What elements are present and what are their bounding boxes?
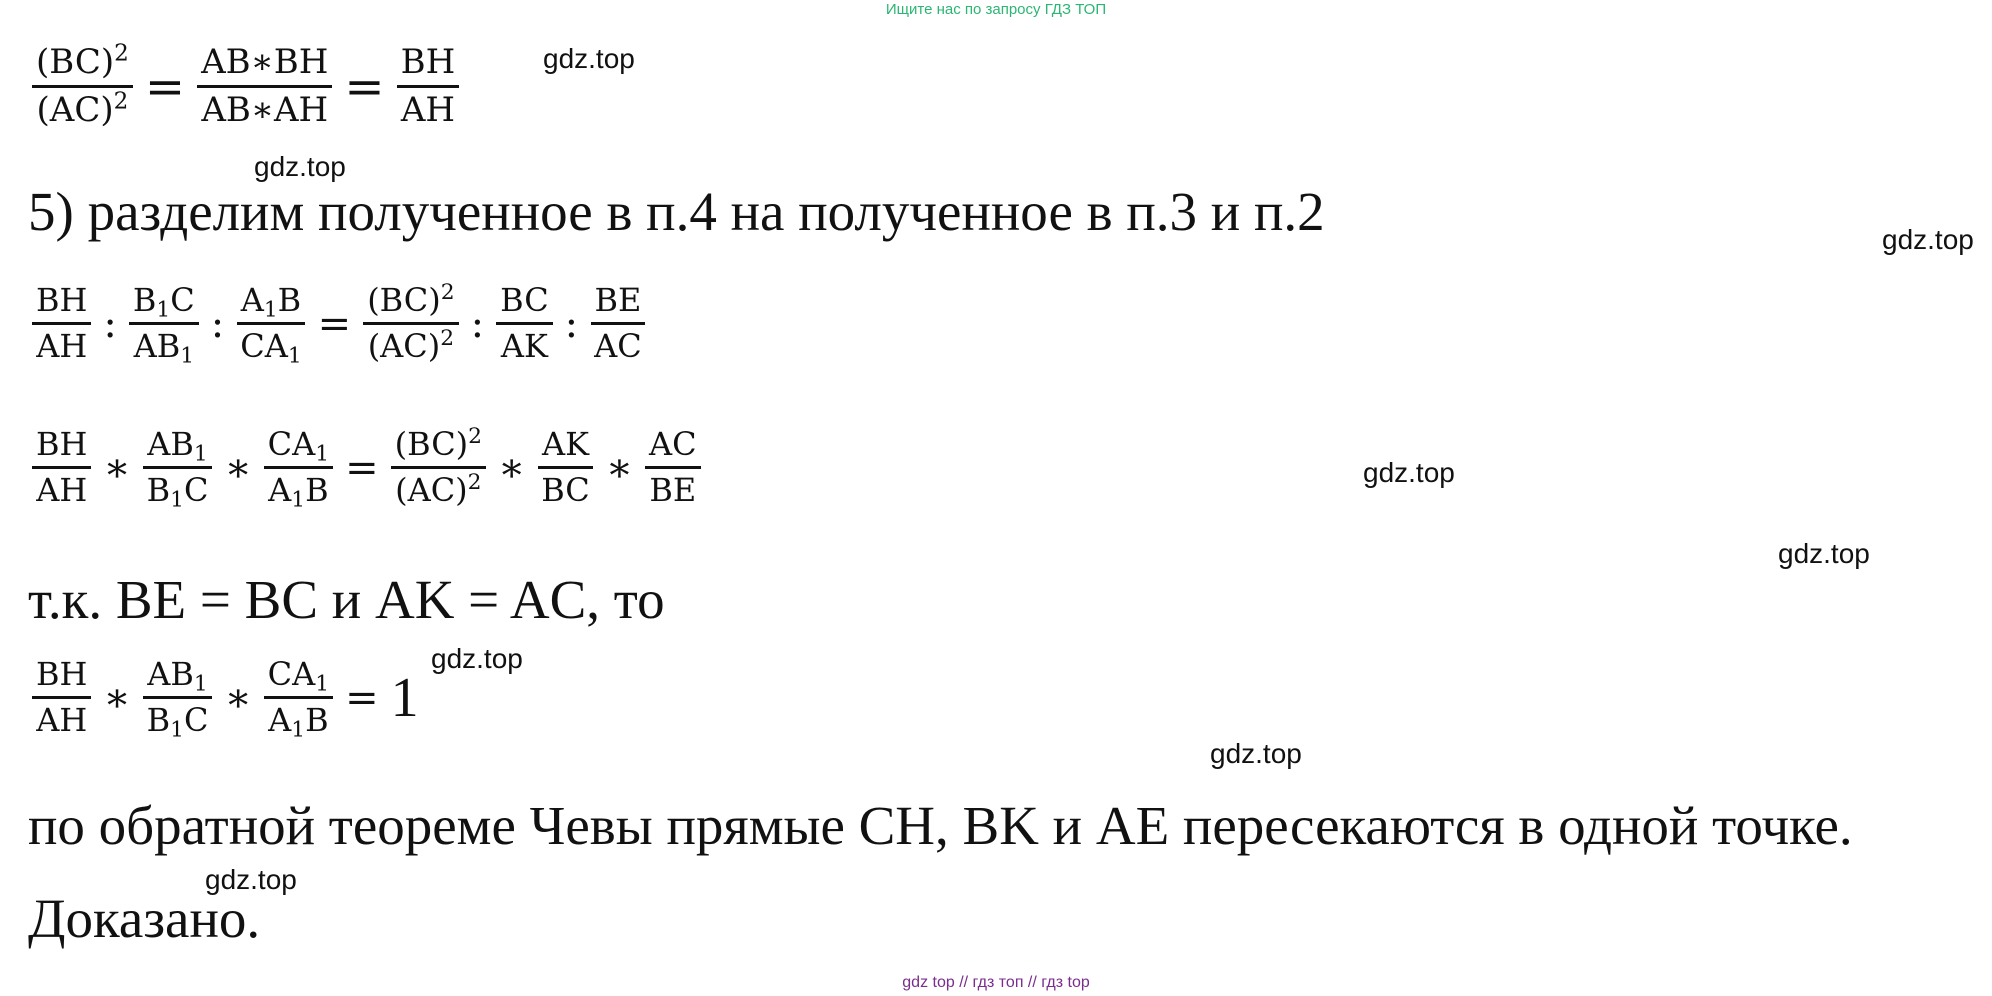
eq2-f2-den: AB xyxy=(133,327,181,366)
eq1-f2-den: AB∗AH xyxy=(201,90,329,131)
fraction xyxy=(363,280,458,366)
multiply-sign: ∗ xyxy=(103,674,131,721)
eq3-f1-num: BH xyxy=(32,427,91,469)
eq2-f3-num-tail: B xyxy=(277,281,302,319)
equals-sign: = xyxy=(345,444,379,491)
eq3-f6-num: AC xyxy=(645,427,701,469)
equation-3 xyxy=(28,424,705,513)
ratio-sign: : xyxy=(103,300,117,347)
fraction xyxy=(236,281,305,369)
multiply-sign: ∗ xyxy=(498,444,526,491)
fraction xyxy=(264,425,333,513)
proved-text: Доказано. xyxy=(28,888,261,949)
eq2-f4-num: (BC) xyxy=(367,281,441,319)
watermark: gdz.top xyxy=(1210,738,1302,769)
equation-1 xyxy=(28,40,463,131)
eq3-f2-num: AB xyxy=(147,425,194,463)
eq2-f1-den: AH xyxy=(36,327,88,366)
subscript: 1 xyxy=(315,441,330,467)
eq4-f3-den: A xyxy=(268,701,292,740)
fraction xyxy=(537,427,594,508)
watermark: gdz.top xyxy=(1882,224,1974,255)
ratio-sign: : xyxy=(210,300,225,347)
eq2-f2-num-tail: C xyxy=(170,281,195,319)
fraction xyxy=(264,655,333,743)
multiply-sign: ∗ xyxy=(224,444,252,491)
eq1-f1-num-exp: 2 xyxy=(114,40,129,67)
fraction-bh-over-ah xyxy=(397,44,460,130)
fraction xyxy=(129,281,199,369)
watermark: gdz.top xyxy=(1778,538,1870,569)
eq3-f1-den: AH xyxy=(36,471,88,510)
eq1-f3-den: AH xyxy=(400,90,456,131)
fraction xyxy=(590,283,646,364)
eq2-f5-den: AK xyxy=(500,327,548,366)
watermark: gdz.top xyxy=(431,643,523,674)
ratio-sign: : xyxy=(470,300,485,347)
eq4-f2-den-tail: C xyxy=(183,701,209,740)
eq2-f5-num: BC xyxy=(496,283,553,325)
eq3-f3-num: CA xyxy=(267,425,316,463)
eq3-f2-den: B xyxy=(146,471,171,510)
watermark: gdz.top xyxy=(254,151,346,182)
subscript: 1 xyxy=(287,343,302,369)
watermark: gdz.top xyxy=(543,43,635,74)
eq3-f4-den: (AC) xyxy=(395,471,468,510)
equation-4 xyxy=(28,655,419,743)
eq1-f3-num: BH xyxy=(397,44,460,88)
eq3-f5-den: BC xyxy=(541,471,590,510)
eq2-f2-num: B xyxy=(132,281,157,319)
search-hint-link[interactable]: Ищите нас по запросу ГДЗ ТОП xyxy=(885,1,1107,18)
eq4-f3-num: CA xyxy=(267,655,316,693)
eq2-f6-num: BE xyxy=(591,283,646,325)
ratio-sign: : xyxy=(564,300,579,347)
multiply-sign: ∗ xyxy=(605,444,633,491)
eq2-f1-num: BH xyxy=(32,283,91,325)
fraction xyxy=(143,425,213,513)
eq1-f2-num: AB∗BH xyxy=(197,44,332,88)
fraction xyxy=(32,427,91,508)
subscript: 1 xyxy=(315,671,330,697)
eq2-f3-num: A xyxy=(240,281,264,319)
exponent: 2 xyxy=(467,470,482,496)
subscript: 1 xyxy=(170,717,184,743)
subscript: 1 xyxy=(193,671,208,697)
eq1-f1-den: (AC) xyxy=(36,90,114,131)
result-one: 1 xyxy=(390,666,419,729)
subscript: 1 xyxy=(193,441,208,467)
eq3-f4-num: (BC) xyxy=(394,425,469,463)
subscript: 1 xyxy=(156,297,171,323)
equals-sign: = xyxy=(344,58,385,115)
eq4-f2-num: AB xyxy=(147,655,194,693)
fraction xyxy=(496,283,553,364)
eq3-f5-num: AK xyxy=(538,427,593,469)
fraction xyxy=(645,427,701,508)
step-5-text: 5) разделим полученное в п.4 на полученное в п.3 и п.2 xyxy=(28,181,1325,242)
equals-sign: = xyxy=(317,300,352,347)
exponent: 2 xyxy=(440,280,455,306)
subscript: 1 xyxy=(291,717,306,743)
eq1-f1-num: (BC) xyxy=(36,42,115,82)
eq2-f6-den: AC xyxy=(594,327,642,366)
fraction xyxy=(143,655,213,743)
eq4-f1-den: AH xyxy=(36,701,88,740)
multiply-sign: ∗ xyxy=(103,444,131,491)
eq2-f3-den: CA xyxy=(240,327,288,366)
watermark: gdz.top xyxy=(1363,457,1455,488)
equals-sign: = xyxy=(345,674,379,721)
equals-sign: = xyxy=(144,58,186,115)
since-text: т.к. BE = BC и AK = AC, то xyxy=(28,569,665,630)
watermark: gdz.top xyxy=(205,864,297,895)
eq3-f2-den-tail: C xyxy=(183,471,209,510)
fraction-bc2-over-ac2 xyxy=(32,40,133,131)
subscript: 1 xyxy=(291,487,306,513)
equation-2 xyxy=(28,280,650,369)
eq3-f3-den-tail: B xyxy=(305,471,329,510)
subscript: 1 xyxy=(170,487,184,513)
fraction xyxy=(32,657,91,738)
exponent: 2 xyxy=(468,424,482,450)
eq4-f3-den-tail: B xyxy=(305,701,329,740)
fraction-ab-bh-over-ab-ah xyxy=(197,44,332,130)
exponent: 2 xyxy=(440,326,455,352)
eq1-f1-den-exp: 2 xyxy=(113,88,129,115)
eq3-f6-den: BE xyxy=(649,471,697,510)
subscript: 1 xyxy=(263,297,278,323)
fraction xyxy=(32,283,91,364)
footer-links[interactable]: gdz top // гдз топ // гдз top xyxy=(902,974,1090,991)
conclusion-text: по обратной теореме Чевы прямые CH, BK и AE пересекаются в одной точке. xyxy=(28,795,1853,856)
fraction xyxy=(391,424,486,510)
eq4-f2-den: B xyxy=(146,701,171,740)
eq2-f4-den: (AC) xyxy=(367,327,441,366)
eq4-f1-num: BH xyxy=(32,657,91,699)
eq3-f3-den: A xyxy=(268,471,292,510)
subscript: 1 xyxy=(180,343,195,369)
multiply-sign: ∗ xyxy=(224,674,252,721)
